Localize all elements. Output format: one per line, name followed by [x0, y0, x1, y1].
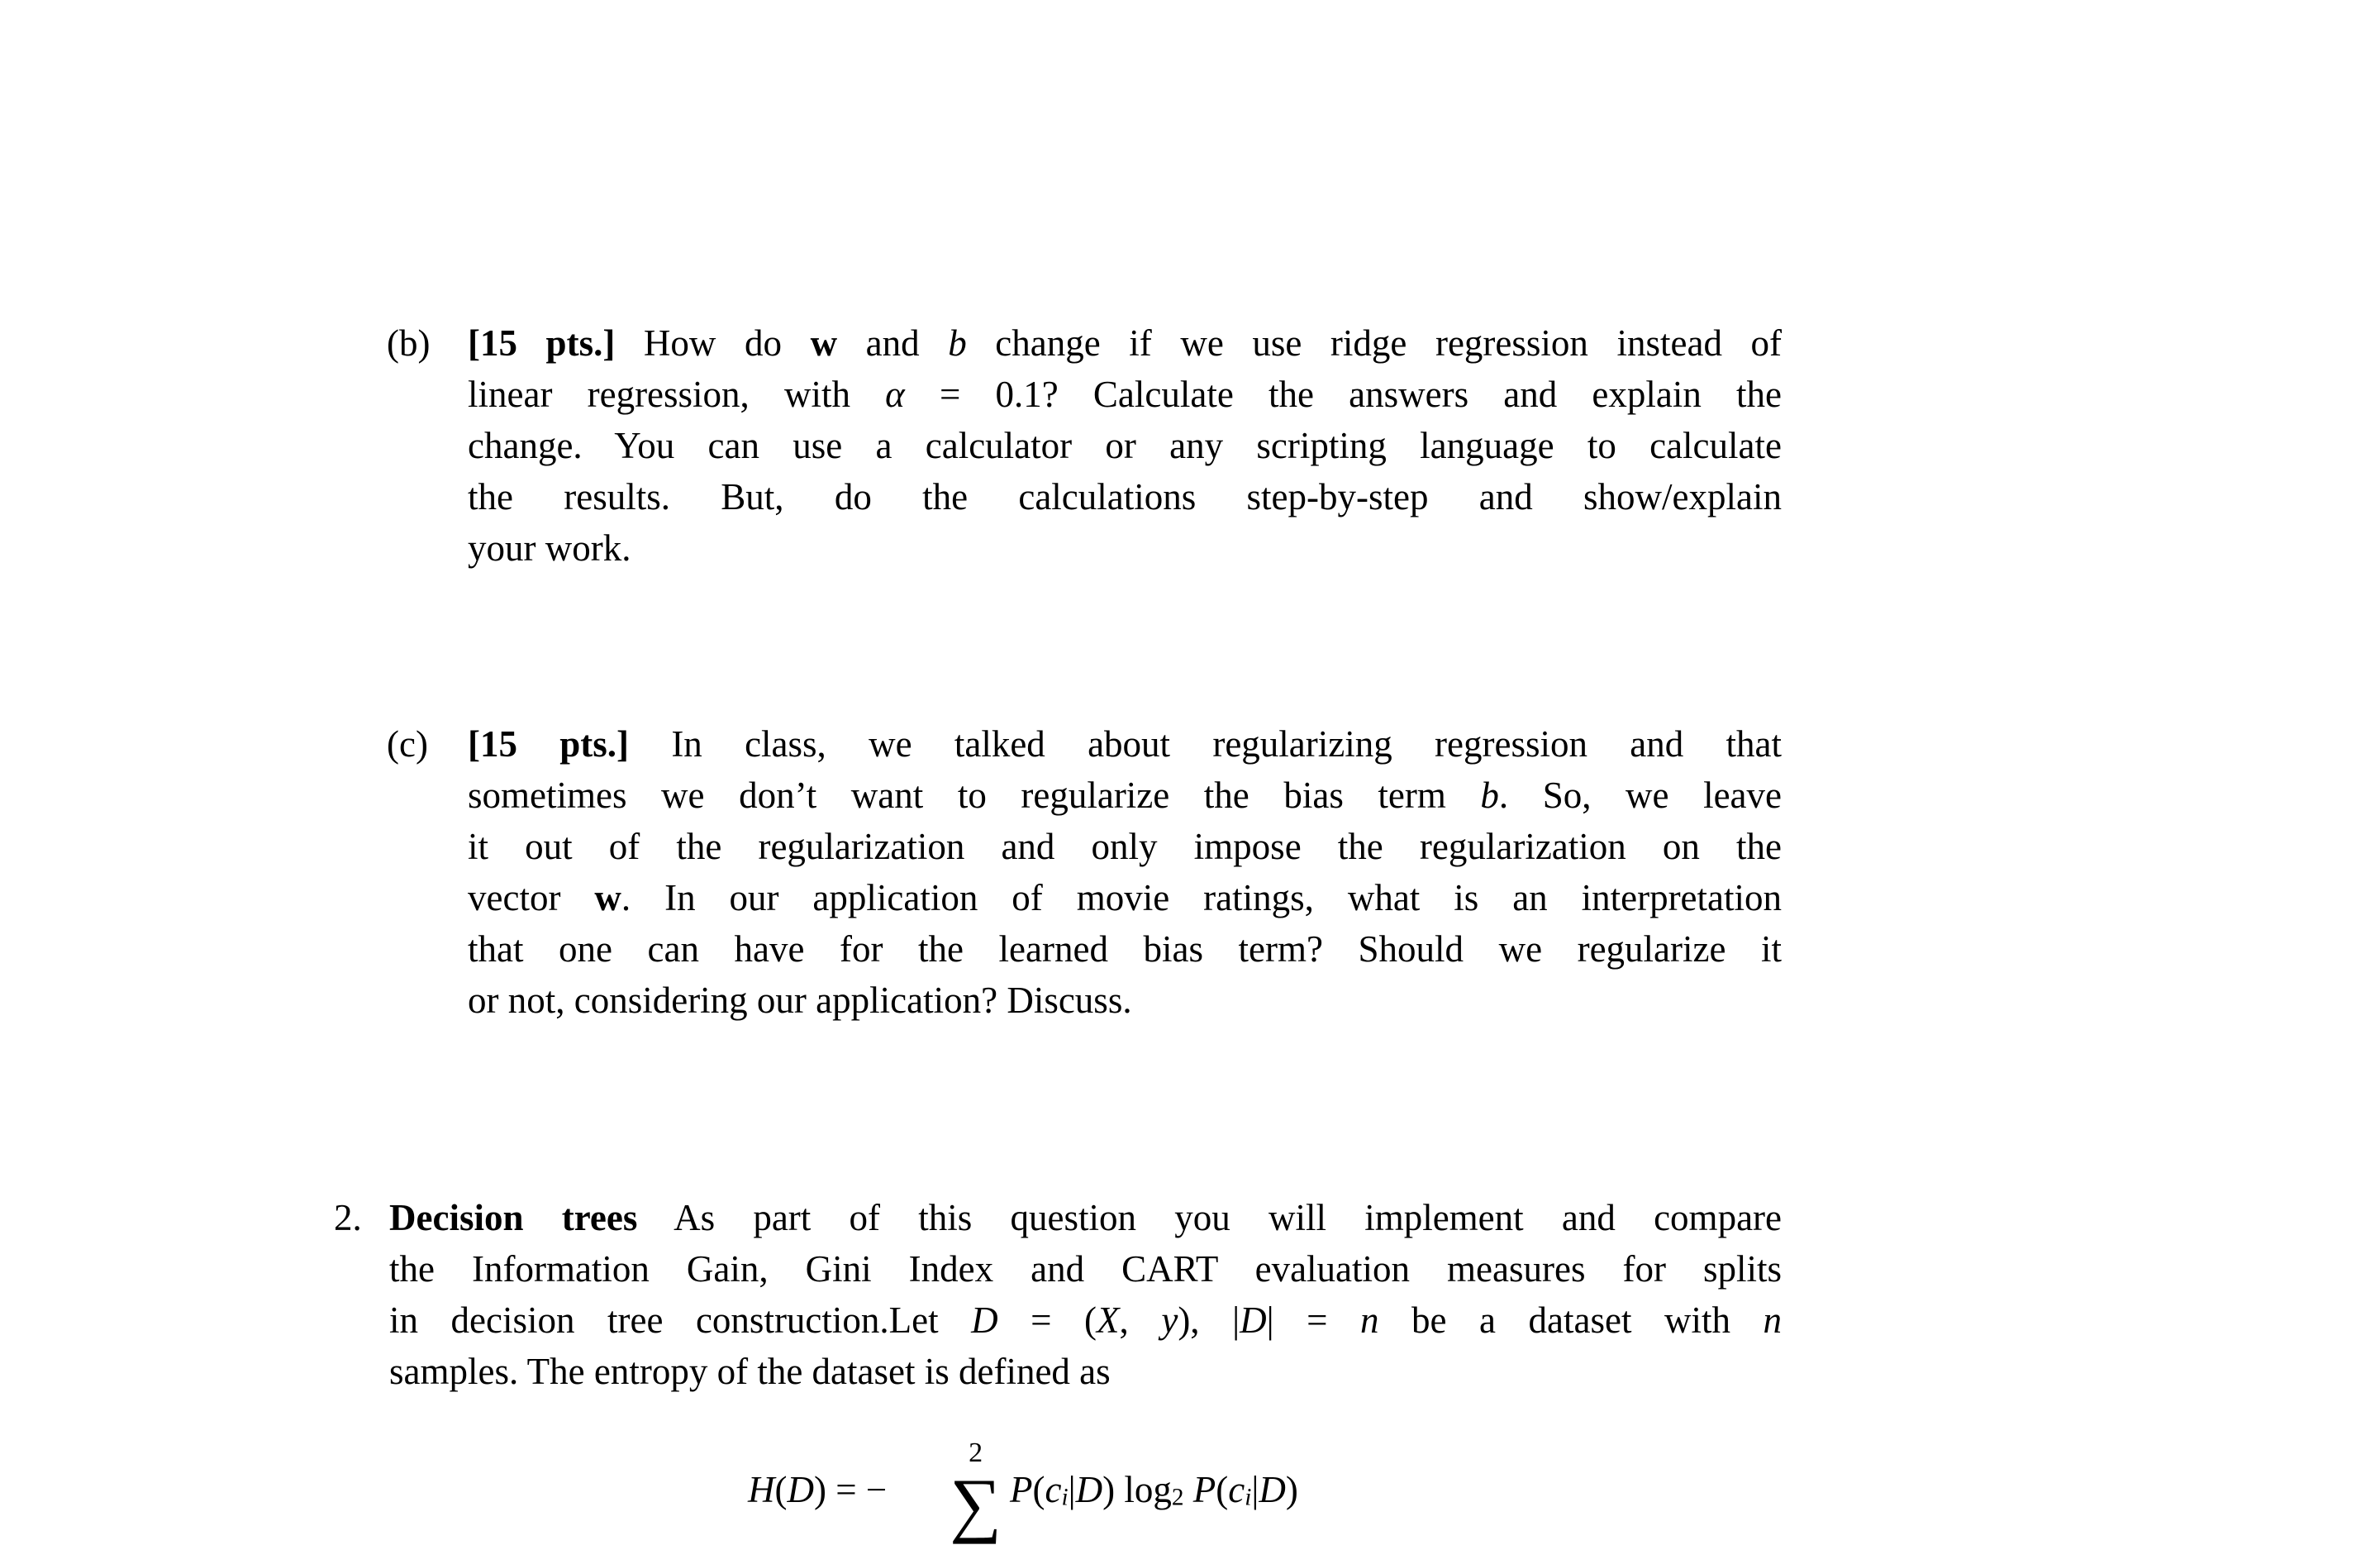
bold-text-run: w — [810, 322, 838, 364]
text-run: ( — [774, 1469, 788, 1510]
text-run: ), | — [1178, 1299, 1240, 1341]
text-run: | — [1251, 1469, 1259, 1510]
text-run: and — [837, 322, 949, 364]
text-line — [468, 317, 1782, 369]
question-2-text — [389, 1192, 1782, 1397]
italic-text-run: P — [1009, 1469, 1033, 1510]
italic-text-run: D — [1240, 1299, 1267, 1341]
text-run: that one can have for the learned bias term? Should we regularize it — [468, 928, 1782, 970]
text-run: ) log — [1102, 1469, 1172, 1510]
italic-text-run: c — [1045, 1469, 1062, 1510]
italic-text-run: i — [1061, 1484, 1069, 1511]
text-run: | = — [1266, 1299, 1361, 1341]
text-run: samples. The entropy of the dataset is defined as — [389, 1351, 1111, 1392]
text-run — [1184, 1469, 1193, 1510]
text-run: , — [1119, 1299, 1162, 1341]
text-run: How do — [615, 322, 811, 364]
text-line — [468, 718, 1782, 770]
entropy-formula — [748, 1438, 1298, 1545]
text-run: In class, we talked about regularizing regression and that — [629, 723, 1782, 765]
text-line — [468, 872, 1782, 923]
italic-text-run: c — [1228, 1469, 1245, 1510]
text-run: the Information Gain, Gini Index and CART evaluation measures for splits — [389, 1248, 1782, 1290]
text-line — [468, 821, 1782, 872]
text-run: linear regression, with — [468, 374, 886, 415]
text-line — [468, 770, 1782, 821]
italic-text-run: X — [1097, 1299, 1120, 1341]
text-run: change if we use ridge regression instead of — [966, 322, 1783, 364]
list-item-label-c: (c) — [387, 723, 428, 765]
text-run: change. You can use a calculator or any scripting language to calculate — [468, 425, 1782, 466]
italic-text-run: D — [1259, 1469, 1286, 1510]
text-line — [468, 420, 1782, 471]
italic-text-run: n — [1763, 1299, 1782, 1341]
text-run: ( — [1032, 1469, 1045, 1510]
italic-text-run: i — [1245, 1484, 1252, 1511]
text-run: or not, considering our application? Discuss. — [468, 980, 1132, 1021]
italic-text-run: n — [1360, 1299, 1379, 1341]
bold-text-run: [15 pts.] — [468, 723, 630, 765]
italic-text-run: D — [971, 1299, 998, 1341]
text-run: the results. But, do the calculations step-by-step and show/explain — [468, 476, 1782, 517]
text-run: | — [1068, 1469, 1076, 1510]
text-run: 2 — [1171, 1484, 1184, 1511]
italic-text-run: α — [885, 374, 905, 415]
text-run: ) = − — [814, 1469, 888, 1510]
text-line — [468, 522, 1782, 574]
list-item-label-b: (b) — [387, 322, 431, 364]
text-run: be a dataset with — [1378, 1299, 1764, 1341]
text-line — [468, 369, 1782, 420]
italic-text-run: D — [787, 1469, 814, 1510]
sigma-icon: ∑ — [950, 1465, 1002, 1545]
text-line — [389, 1346, 1782, 1397]
bold-text-run: Decision trees — [389, 1197, 638, 1238]
italic-text-run: P — [1192, 1469, 1216, 1510]
text-run: = ( — [997, 1299, 1097, 1341]
summation-upper-limit: 2 — [969, 1438, 983, 1468]
italic-text-run: D — [1075, 1469, 1103, 1510]
text-run: = 0.1? Calculate the answers and explain the — [904, 374, 1782, 415]
text-line — [468, 975, 1782, 1026]
formula-rhs — [1010, 1464, 1298, 1524]
italic-text-run: b — [1480, 775, 1499, 816]
text-line — [389, 1295, 1782, 1346]
italic-text-run: b — [948, 322, 967, 364]
text-run: sometimes we don’t want to regularize the bias term — [468, 775, 1481, 816]
text-line — [389, 1192, 1782, 1243]
text-line — [389, 1243, 1782, 1295]
text-run: it out of the regularization and only impose the regularization on the — [468, 826, 1782, 867]
text-line — [468, 471, 1782, 522]
formula-lhs — [748, 1464, 887, 1515]
text-run: . In our application of movie ratings, what is an interpretation — [621, 877, 1783, 918]
question-c-text — [468, 718, 1782, 1026]
text-run: . So, we leave — [1498, 775, 1782, 816]
text-line — [468, 923, 1782, 975]
italic-text-run: H — [748, 1469, 775, 1510]
text-run: your work. — [468, 527, 631, 569]
text-run: ( — [1216, 1469, 1229, 1510]
text-run: ) — [1285, 1469, 1298, 1510]
italic-text-run: y — [1161, 1299, 1178, 1341]
text-run: As part of this question you will implement and compare — [637, 1197, 1782, 1238]
bold-text-run: w — [594, 877, 621, 918]
bold-text-run: [15 pts.] — [468, 322, 616, 364]
summation — [950, 1438, 1002, 1545]
text-run: in decision tree construction.Let — [389, 1299, 972, 1341]
question-b-text — [468, 317, 1782, 574]
list-item-label-2: 2. — [334, 1197, 362, 1238]
text-run: vector — [468, 877, 595, 918]
